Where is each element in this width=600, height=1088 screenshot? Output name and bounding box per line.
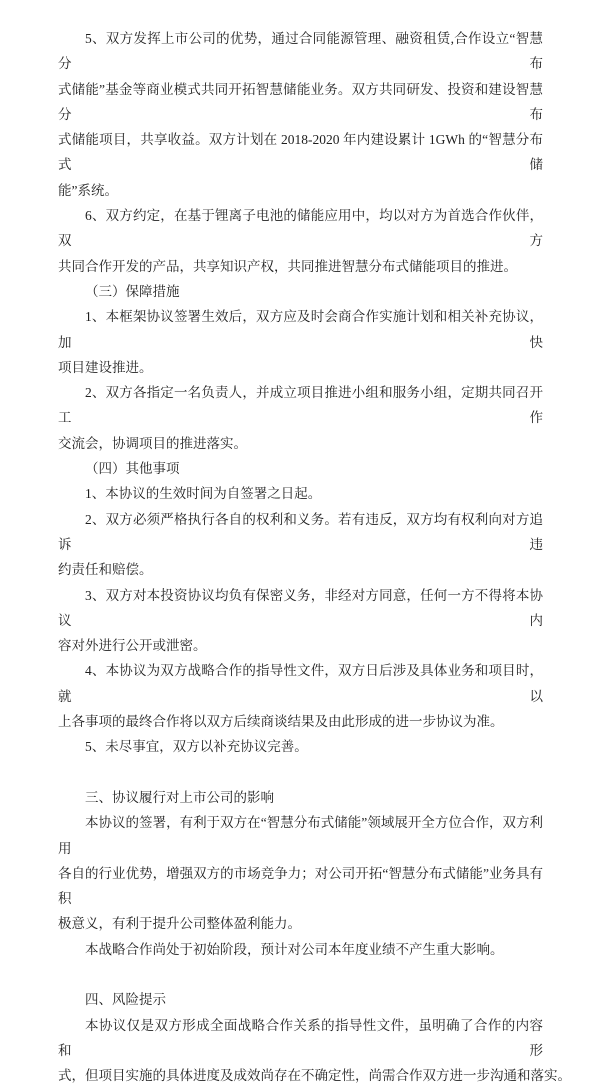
document-line: 四、风险提示 [85, 992, 166, 1008]
document-line: 容对外进行公开或泄密。 [58, 638, 207, 654]
document-body [58, 26, 571, 1088]
document-line: 式储能项目，共享收益。双方计划在 2018-2020 年内建设累计 1GWh 的“智慧分布式储 [58, 132, 543, 173]
document-line: 项目建设推进。 [58, 359, 153, 375]
document-line: 5、未尽事宜，双方以补充协议完善。 [85, 739, 308, 755]
document-line: 2、双方各指定一名负责人，并成立项目推进小组和服务小组，定期共同召开工作 [58, 385, 543, 426]
document-line: 本协议仅是双方形成全面战略合作关系的指导性文件，虽明确了合作的内容和形 [58, 1017, 543, 1058]
document-line: 4、本协议为双方战略合作的指导性文件，双方日后涉及具体业务和项目时，就以 [58, 663, 543, 704]
document-line: 2、双方必须严格执行各自的权利和义务。若有违反，双方均有权利向对方追诉违 [58, 511, 543, 552]
document-line: 各自的行业优势，增强双方的市场竞争力；对公司开拓“智慧分布式储能”业务具有积 [58, 865, 543, 907]
document-line: 6、双方约定，在基于锂离子电池的储能应用中，均以对方为首选合作伙伴，双方 [58, 208, 543, 249]
document-line: 极意义，有利于提升公司整体盈利能力。 [58, 916, 301, 932]
document-line: 本战略合作尚处于初始阶段，预计对公司本年度业绩不产生重大影响。 [85, 941, 504, 957]
document-line: 式储能”基金等商业模式共同开拓智慧储能业务。双方共同研发、投资和建设智慧分布 [58, 81, 543, 122]
document-line: 5、双方发挥上市公司的优势，通过合同能源管理、融资租赁,合作设立“智慧分布 [58, 31, 543, 72]
document-line: 三、协议履行对上市公司的影响 [85, 789, 274, 805]
document-line: 能”系统。 [58, 182, 118, 198]
document-line: 3、双方对本投资协议均负有保密义务，非经对方同意，任何一方不得将本协议内 [58, 587, 543, 628]
document-line: （三）保障措施 [85, 283, 180, 299]
document-line: 式，但项目实施的具体进度及成效尚存在不确定性，尚需合作双方进一步沟通和落实。 [58, 1068, 571, 1084]
document-line: 上各事项的最终合作将以双方后续商谈结果及由此形成的进一步协议为准。 [58, 714, 504, 730]
document-line: 本协议的签署，有利于双方在“智慧分布式储能”领域展开全方位合作，双方利用 [58, 815, 543, 856]
document-line: 1、本框架协议签署生效后，双方应及时会商合作实施计划和相关补充协议，加快 [58, 309, 543, 350]
document-line: 1、本协议的生效时间为自签署之日起。 [85, 486, 322, 502]
document-line: 交流会，协调项目的推进落实。 [58, 435, 247, 451]
document-line: 约责任和赔偿。 [58, 562, 153, 578]
document-line: （四）其他事项 [85, 461, 180, 477]
document-line: 共同合作开发的产品，共享知识产权，共同推进智慧分布式储能项目的推进。 [58, 258, 517, 274]
